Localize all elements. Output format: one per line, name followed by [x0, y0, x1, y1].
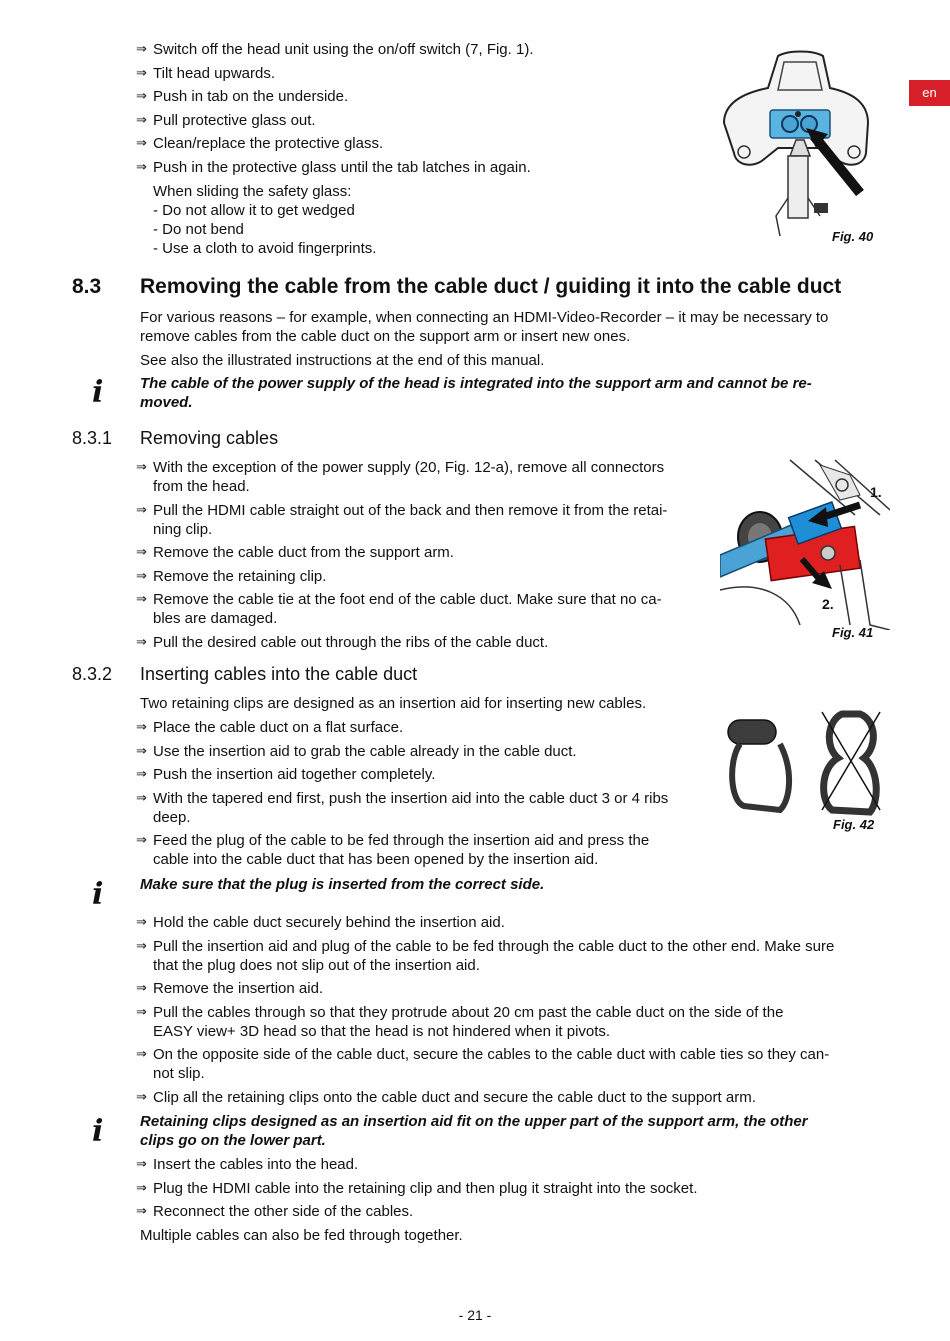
insertion-step-list-b [136, 913, 896, 1112]
step-item: ⇒ Pull the HDMI cable straight out of the back and then remove it from the retai- ning clip. [136, 501, 668, 538]
fig41-label: Fig. 41 [832, 625, 874, 640]
arrow-icon: ⇒ [136, 634, 147, 650]
arrow-icon: ⇒ [136, 568, 147, 584]
arrow-icon: ⇒ [136, 1180, 147, 1196]
step-item: ⇒ Pull the insertion aid and plug of the cable to be fed through the cable duct to the other end. Make sure that the plug does not slip out of the insertion aid. [136, 937, 835, 974]
step-item: ⇒ Remove the retaining clip. [136, 567, 327, 585]
step-item: ⇒ Hold the cable duct securely behind the insertion aid. [136, 914, 505, 931]
insertion-intro: Two retaining clips are designed as an insertion aid for inserting new cables. [140, 695, 647, 712]
arrow-icon: ⇒ [136, 42, 147, 57]
insertion-step-list-a [136, 718, 711, 874]
step-item: ⇒ Clip all the retaining clips onto the cable duct and secure the cable duct to the support arm. [136, 1088, 756, 1106]
fig40-illustration [718, 48, 883, 248]
step-item: ⇒ Insert the cables into the head. [136, 1156, 359, 1173]
step-item: ⇒ Pull the desired cable out through the ribs of the cable duct. [136, 633, 549, 651]
fig42-label: Fig. 42 [833, 817, 875, 832]
top-step-list [136, 40, 696, 182]
step-item: ⇒ Place the cable duct on a flat surface. [136, 719, 404, 736]
arrow-icon: ⇒ [136, 833, 147, 849]
step-item: ⇒ Push the insertion aid together completely. [136, 766, 436, 784]
arrow-icon: ⇒ [136, 1157, 147, 1172]
info-icon: i [92, 1114, 104, 1149]
arrow-icon: ⇒ [136, 915, 147, 930]
step-item: ⇒ Switch off the head unit using the on/off switch (7, Fig. 1). [136, 41, 534, 58]
info-note: Make sure that the plug is inserted from the correct side. [140, 876, 545, 893]
subsection-heading: 8.3.2 Inserting cables into the cable duct [72, 664, 418, 684]
step-item: ⇒ Remove the insertion aid. [136, 980, 324, 998]
arrow-icon: ⇒ [136, 502, 147, 518]
insertion-step-list-c [136, 1155, 896, 1226]
arrow-icon: ⇒ [136, 720, 147, 735]
page-number: - 21 - [458, 1307, 492, 1323]
section-heading [72, 274, 902, 300]
arrow-icon: ⇒ [136, 112, 147, 128]
arrow-icon: ⇒ [136, 1047, 147, 1063]
section-number: 8.3 [72, 275, 102, 298]
fig41-callout-2: 2. [822, 596, 834, 612]
step-item: ⇒ Remove the cable tie at the foot end of the cable duct. Make sure that no ca- bles are damaged. [136, 591, 662, 628]
section-title: Removing the cable from the cable duct / guiding it into the cable duct [140, 275, 842, 298]
arrow-icon: ⇒ [136, 743, 147, 759]
arrow-icon: ⇒ [136, 1004, 147, 1020]
arrow-icon: ⇒ [136, 545, 147, 561]
step-item: ⇒ Pull the cables through so that they protrude about 20 cm past the cable duct on the side of the EASY view+ 3D head so that the head is not hindered when it pivots. [136, 1003, 784, 1040]
arrow-icon: ⇒ [136, 790, 147, 806]
info-icon: i [92, 877, 104, 912]
arrow-icon: ⇒ [136, 460, 147, 475]
arrow-icon: ⇒ [136, 159, 147, 175]
arrow-icon: ⇒ [136, 65, 147, 81]
step-item: ⇒ On the opposite side of the cable duct, secure the cables to the cable duct with cable ties so they can- not slip. [136, 1046, 830, 1083]
fig40-label: Fig. 40 [832, 229, 874, 244]
step-item: ⇒ Pull protective glass out. [136, 111, 316, 129]
step-item: ⇒ With the tapered end first, push the insertion aid into the cable duct 3 or 4 ribs deep. [136, 789, 669, 826]
arrow-icon: ⇒ [136, 1089, 147, 1105]
subsection-heading: 8.3.1 Removing cables [72, 428, 279, 448]
fig41-callout-1: 1. [870, 484, 882, 500]
arrow-icon: ⇒ [136, 136, 147, 152]
step-item: ⇒ Push in tab on the underside. [136, 88, 349, 106]
fig42-illustration [720, 706, 890, 816]
arrow-icon: ⇒ [136, 981, 147, 997]
info-icon: i [92, 375, 104, 410]
closing-text: Multiple cables can also be fed through together. [140, 1227, 463, 1244]
step-item: ⇒ Plug the HDMI cable into the retaining clip and then plug it straight into the socket. [136, 1179, 698, 1197]
info-note: The cable of the power supply of the head is integrated into the support arm and cannot be re- moved. [140, 375, 812, 411]
info-note: Retaining clips designed as an insertion aid fit on the upper part of the support arm, the other clips go on the lower part. [140, 1113, 808, 1149]
language-tab: en [909, 80, 950, 106]
arrow-icon: ⇒ [136, 767, 147, 783]
arrow-icon: ⇒ [136, 592, 147, 608]
arrow-icon: ⇒ [136, 89, 147, 105]
step-item: ⇒ Use the insertion aid to grab the cable already in the cable duct. [136, 742, 577, 760]
step-item: ⇒ Remove the cable duct from the support arm. [136, 544, 454, 562]
fig41-illustration [720, 455, 890, 630]
step-item: ⇒ Clean/replace the protective glass. [136, 135, 384, 153]
step-item: ⇒ Tilt head upwards. [136, 64, 276, 82]
step-item: ⇒ With the exception of the power supply (20, Fig. 12-a), remove all connectors from the head. [136, 459, 665, 495]
step-item: ⇒ Push in the protective glass until the tab latches in again. [136, 158, 531, 176]
step-item: ⇒ Feed the plug of the cable to be fed through the insertion aid and press the cable into the cable duct that has been opened by the insertion aid. [136, 832, 650, 869]
step-item: ⇒ Reconnect the other side of the cables. [136, 1203, 414, 1221]
arrow-icon: ⇒ [136, 938, 147, 954]
section-8-3-body: For various reasons – for example, when connecting an HDMI-Video-Recorder – it may be necessary to remove cables from the cable duct on the support arm or insert new ones. See also the illustrated instructions at the end of this manual. [140, 309, 829, 369]
removing-step-list [136, 458, 706, 657]
sliding-note: When sliding the safety glass: - Do not allow it to get wedged - Do not bend - Use a cloth to avoid fingerprints. [153, 183, 377, 257]
arrow-icon: ⇒ [136, 1204, 147, 1220]
